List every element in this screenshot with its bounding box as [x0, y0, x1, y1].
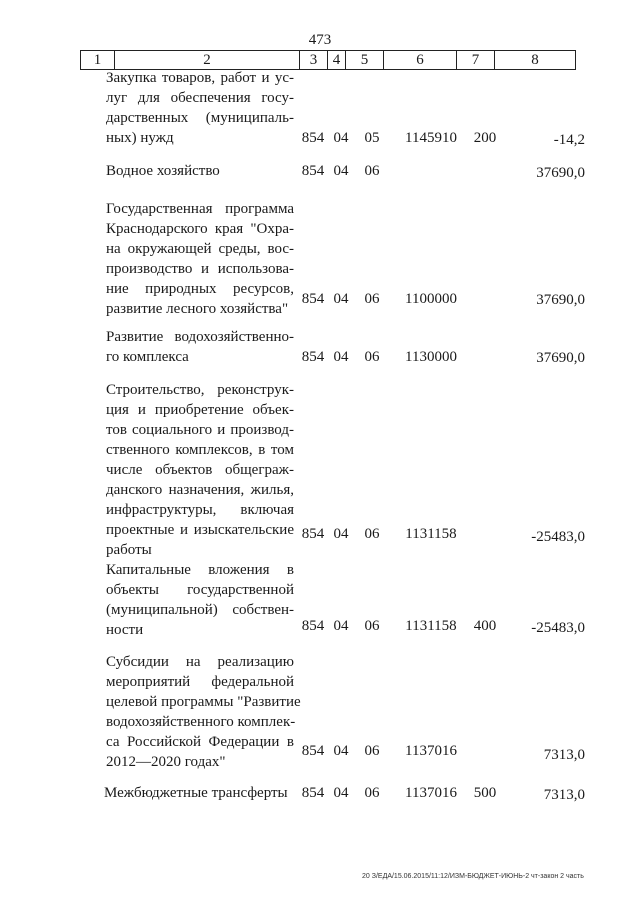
col4-value: 04: [333, 743, 349, 759]
document-footer: 20 З/ЕДА/15.06.2015/11:12/ИЗМ-БЮДЖЕТ-ИЮНЬ-2 чт-закон 2 часть: [362, 873, 584, 880]
description-line: мероприятий федеральной: [106, 674, 294, 690]
header-col-1: 1: [81, 51, 115, 70]
col7-value: 400: [473, 618, 497, 634]
row-description: [106, 380, 294, 560]
col3-value: 854: [301, 349, 325, 365]
description-line: работы: [106, 542, 152, 558]
col3-value: 854: [301, 291, 325, 307]
description-line: ние природных ресурсов,: [106, 281, 294, 297]
col5-value: 06: [364, 526, 380, 542]
col3-value: 854: [301, 618, 325, 634]
description-line: (муниципальной) собствен-: [106, 602, 294, 618]
amount-value: -25483,0: [531, 529, 585, 545]
description-line: Субсидии на реализацию: [106, 654, 294, 670]
description-line: ственного комплексов, в том: [106, 442, 294, 458]
description-line: ных) нужд: [106, 130, 174, 146]
amount-value: -14,2: [553, 132, 585, 148]
row-description: [106, 68, 294, 148]
col5-value: 06: [364, 743, 380, 759]
description-line: Межбюджетные трансферты: [104, 785, 288, 801]
description-line: Водное хозяйство: [106, 163, 220, 179]
description-line: Строительство, реконструк-: [106, 382, 294, 398]
row-description: [106, 161, 294, 181]
description-line: Развитие водохозяйственно-: [106, 329, 294, 345]
description-line: ности: [106, 622, 144, 638]
description-line: дарственных (муниципаль-: [106, 110, 294, 126]
column-number-header: [80, 50, 576, 70]
col4-value: 04: [333, 785, 349, 801]
description-line: Закупка товаров, работ и ус-: [106, 70, 294, 86]
row-description: [106, 199, 294, 319]
header-col-3: 3: [300, 51, 328, 70]
col6-value: 1131158: [405, 618, 457, 634]
description-line: Капитальные вложения в: [106, 562, 294, 578]
amount-value: -25483,0: [531, 620, 585, 636]
header-col-8: 8: [495, 51, 576, 70]
col3-value: 854: [301, 163, 325, 179]
description-line: объекты государственной: [106, 582, 294, 598]
amount-value: 37690,0: [536, 350, 585, 366]
header-col-5: 5: [346, 51, 384, 70]
description-line: развитие лесного хозяйства": [106, 301, 289, 317]
description-line: тов социального и производ-: [106, 422, 294, 438]
col5-value: 05: [364, 130, 380, 146]
description-line: на окружающей среды, вос-: [106, 241, 294, 257]
description-line: инфраструктуры, включая: [106, 502, 294, 518]
col6-value: 1137016: [405, 743, 457, 759]
description-line: луг для обеспечения госу-: [106, 90, 294, 106]
amount-value: 37690,0: [536, 165, 585, 181]
row-description: [104, 783, 304, 803]
amount-value: 7313,0: [543, 787, 585, 803]
col6-value: 1130000: [405, 349, 457, 365]
description-line: данского назначения, жилья,: [106, 482, 294, 498]
header-col-4: 4: [328, 51, 346, 70]
col6-value: 1100000: [405, 291, 457, 307]
row-description: [106, 327, 294, 367]
amount-value: 37690,0: [536, 292, 585, 308]
col4-value: 04: [333, 526, 349, 542]
header-col-2: 2: [115, 51, 300, 70]
col4-value: 04: [333, 130, 349, 146]
description-line: го комплекса: [106, 349, 189, 365]
header-col-6: 6: [384, 51, 457, 70]
col6-value: 1145910: [405, 130, 457, 146]
col4-value: 04: [333, 349, 349, 365]
page-number: 473: [308, 32, 332, 48]
col7-value: 200: [473, 130, 497, 146]
col6-value: 1131158: [405, 526, 457, 542]
row-description: [106, 560, 294, 640]
col5-value: 06: [364, 163, 380, 179]
col7-value: 500: [473, 785, 497, 801]
col5-value: 06: [364, 291, 380, 307]
col3-value: 854: [301, 130, 325, 146]
description-line: числе объектов общеграж-: [106, 462, 294, 478]
col3-value: 854: [301, 785, 325, 801]
col6-value: 1137016: [405, 785, 457, 801]
description-line: ция и приобретение объек-: [106, 402, 294, 418]
row-description: [106, 652, 301, 772]
description-line: Краснодарского края "Охра-: [106, 221, 294, 237]
col5-value: 06: [364, 785, 380, 801]
description-line: Государственная программа: [106, 201, 294, 217]
col5-value: 06: [364, 349, 380, 365]
col5-value: 06: [364, 618, 380, 634]
col4-value: 04: [333, 291, 349, 307]
description-line: 2012—2020 годах": [106, 754, 226, 770]
description-line: проектные и изыскательские: [106, 522, 294, 538]
col4-value: 04: [333, 618, 349, 634]
col3-value: 854: [301, 743, 325, 759]
col4-value: 04: [333, 163, 349, 179]
description-line: са Российской Федерации в: [106, 734, 294, 750]
description-line: водохозяйственного комплек-: [106, 714, 296, 730]
description-line: целевой программы "Развитие: [106, 694, 301, 710]
col3-value: 854: [301, 526, 325, 542]
amount-value: 7313,0: [543, 747, 585, 763]
description-line: производство и использова-: [106, 261, 294, 277]
header-col-7: 7: [457, 51, 495, 70]
